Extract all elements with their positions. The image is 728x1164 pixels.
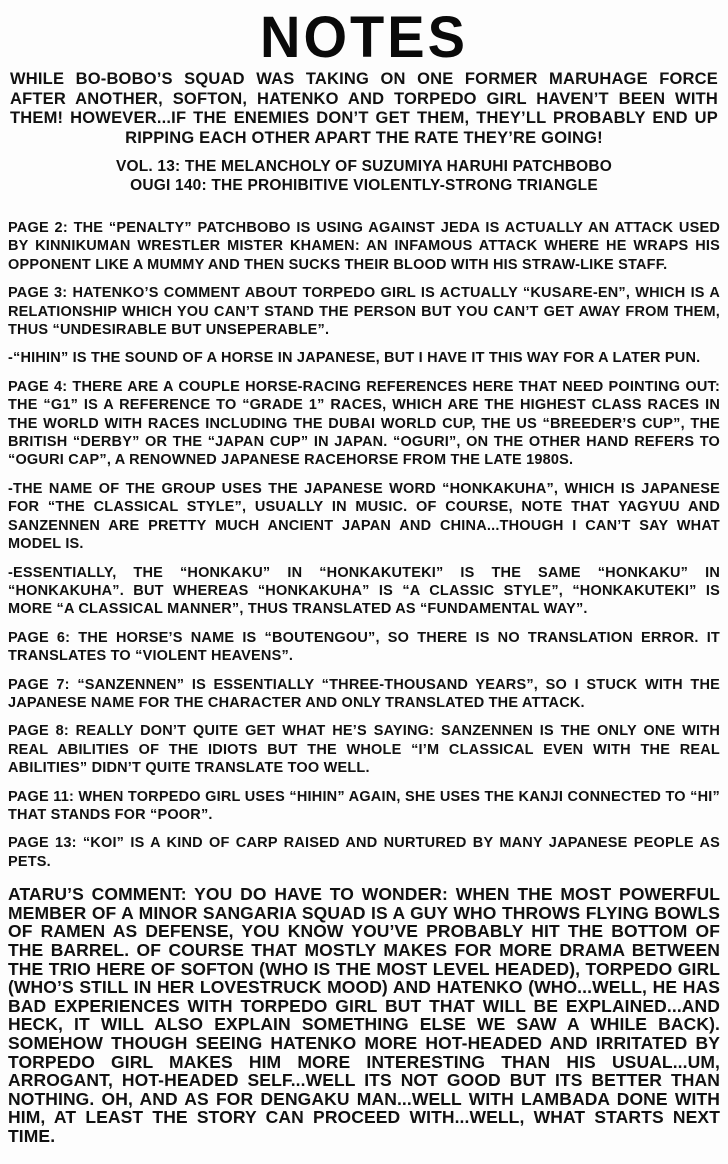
note-page-6: PAGE 6: THE HORSE’S NAME IS “BOUTENGOU”, SO THERE IS NO TRANSLATION ERROR. IT TRANSLATES TO “VIOLENT HEAVENS”. [8, 629, 720, 665]
page-title: NOTES [260, 3, 468, 70]
note-page-4: PAGE 4: THERE ARE A COUPLE HORSE-RACING REFERENCES HERE THAT NEED POINTING OUT: THE “G1” IS A REFERENCE TO “GRADE 1” RACES, WHICH ARE THE HIGHEST CLASS RACES IN THE WORLD WITH RACES INCLUDING THE DUBAI WORLD CUP, THE US “BREEDER’S CUP”, THE BRITISH “DERBY” OR THE “JAPAN CUP” IN JAPAN. “OGURI”, ON THE OTHER HAND REFERS TO “OGURI CAP”, A RENOWNED JAPANESE RACEHORSE FROM THE LATE 1980S. [8, 378, 720, 469]
note-page-7: PAGE 7: “SANZENNEN” IS ESSENTIALLY “THREE-THOUSAND YEARS”, SO I STUCK WITH THE JAPANESE NAME FOR THE CHARACTER AND ONLY TRANSLATED THE ATTACK. [8, 676, 720, 711]
intro-paragraph: WHILE BO-BOBO’S SQUAD WAS TAKING ON ONE FORMER MARUHAGE FORCE AFTER ANOTHER, SOFTON, HATENKO AND TORPEDO GIRL HAVEN’T BEEN WITH THEM! HOWEVER...IF THE ENEMIES DON’T GET THEM, THEY’LL PROBABLY END UP RIPPING EACH OTHER APART THE RATE THEY’RE GOING! [10, 70, 718, 147]
note-page-13: PAGE 13: “KOI” IS A KIND OF CARP RAISED AND NURTURED BY MANY JAPANESE PEOPLE AS PETS. [8, 835, 720, 870]
note-page-2: PAGE 2: THE “PENALTY” PATCHBOBO IS USING AGAINST JEDA IS ACTUALLY AN ATTACK USED BY KINNIKUMAN WRESTLER MISTER KHAMEN: AN INFAMOUS ATTACK WHERE HE WRAPS HIS OPPONENT LIKE A MUMMY AND THEN SUCKS THEIR BLOOD WITH HIS STRAW-LIKE STAFF. [8, 220, 720, 273]
note-page-11: PAGE 11: WHEN TORPEDO GIRL USES “HIHIN” AGAIN, SHE USES THE KANJI CONNECTED TO “HI” THAT STANDS FOR “POOR”. [8, 788, 720, 823]
volume-block [8, 157, 720, 195]
translator-comment: ATARU’S COMMENT: YOU DO HAVE TO WONDER: WHEN THE MOST POWERFUL MEMBER OF A MINOR SANGARIA SQUAD IS A GUY WHO THROWS FLYING BOWLS OF RAMEN AS DEFENSE, YOU KNOW YOU’VE PROBABLY HIT THE BOTTOM OF THE BARREL. OF COURSE THAT MOSTLY MAKES FOR MORE DRAMA BETWEEN THE TRIO HERE OF SOFTON (WHO IS THE MOST LEVEL HEADED), TORPEDO GIRL (WHO’S STILL IN HER LOVESTRUCK MOOD) AND HATENKO (WHO...WELL, HE HAS BAD EXPERIENCES WITH TORPEDO GIRL BUT THAT WILL BE EXPLAINED...AND HECK, IT WILL ALSO EXPLAIN SOMETHING ELSE WE SAW A WHILE BACK). SOMEHOW THOUGH SEEING HATENKO MORE HOT-HEADED AND IRRITATED BY TORPEDO GIRL MAKES HIM MORE INTERESTING THAN HIS USUAL...UM, ARROGANT, HOT-HEADED SELF...WELL ITS NOT GOOD BUT ITS BETTER THAN NOTHING. OH, AND AS FOR DENGAKU MAN...WELL WITH LAMBADA DONE WITH HIM, AT LEAST THE STORY CAN PROCEED WITH...WELL, WHAT STARTS NEXT TIME. [8, 884, 720, 1146]
note-page-3: PAGE 3: HATENKO’S COMMENT ABOUT TORPEDO GIRL IS ACTUALLY “KUSARE-EN”, WHICH IS A RELATIONSHIP WHICH YOU CAN’T STAND THE PERSON BUT YOU CAN’T GET AWAY FROM THEM, THUS “UNDESIRABLE BUT UNSEPERABLE”. [8, 285, 720, 339]
note-page-8: PAGE 8: REALLY DON’T QUITE GET WHAT HE’S SAYING: SANZENNEN IS THE ONLY ONE WITH REAL ABILITIES OF THE IDIOTS BUT THE WHOLE “I’M CLASSICAL EVEN WITH THE REAL ABILITIES” DIDN’T QUITE TRANSLATE TOO WELL. [8, 723, 720, 777]
note-hihin: -“HIHIN” IS THE SOUND OF A HORSE IN JAPANESE, BUT I HAVE IT THIS WAY FOR A LATER PUN. [8, 350, 701, 367]
volume-title: VOL. 13: THE MELANCHOLY OF SUZUMIYA HARUHI PATCHBOBO [115, 158, 613, 175]
chapter-title: OUGI 140: THE PROHIBITIVE VIOLENTLY-STRONG TRIANGLE [130, 177, 598, 194]
note-honkakuteki: -ESSENTIALLY, THE “HONKAKU” IN “HONKAKUTEKI” IS THE SAME “HONKAKU” IN “HONKAKUHA”. BUT WHEREAS “HONKAKUHA” IS “A CLASSIC STYLE”, “HONKAKUTEKI” IS MORE “A CLASSICAL MANNER”, THUS TRANSLATED AS “FUNDAMENTAL WAY”. [8, 564, 720, 618]
note-honkakuha: -THE NAME OF THE GROUP USES THE JAPANESE WORD “HONKAKUHA”, WHICH IS JAPANESE FOR “THE CLASSICAL STYLE”, USUALLY IN MUSIC. OF COURSE, NOTE THAT YAGYUU AND SANZENNEN ARE PRETTY MUCH ANCIENT JAPAN AND CHINA...THOUGH I CAN’T SAY WHAT MODEL IS. [8, 480, 720, 553]
